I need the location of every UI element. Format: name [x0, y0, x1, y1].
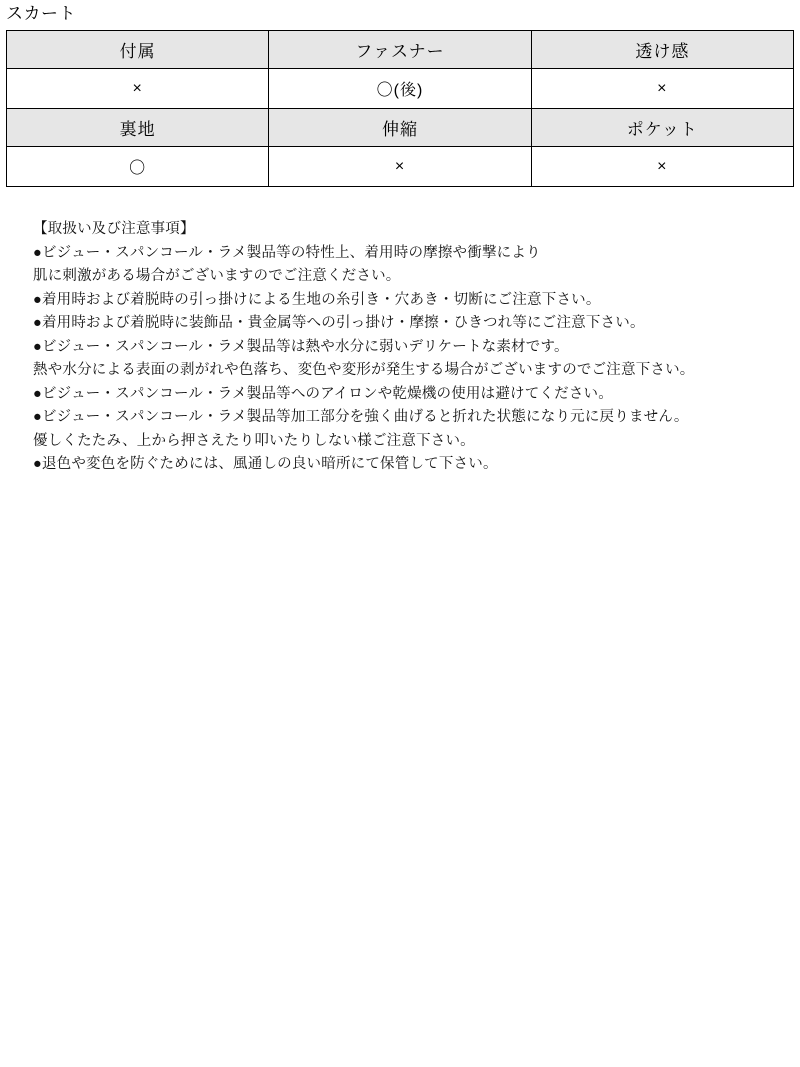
care-note-line: ●ビジュー・スパンコール・ラメ製品等は熱や水分に弱いデリケートな素材です。: [33, 338, 569, 355]
care-note-line: 肌に刺激がある場合がございますのでご注意ください。: [33, 268, 401, 284]
table-row: [7, 109, 794, 147]
specification-table: [6, 30, 794, 187]
table-value-cell: ×: [531, 147, 793, 187]
table-value-cell: ×: [7, 69, 269, 109]
table-value-cell: 〇(後): [269, 69, 531, 109]
table-header-cell: ファスナー: [269, 31, 531, 69]
care-note-line: 優しくたたみ、上から押さえたり叩いたりしない様ご注意下さい。: [33, 432, 475, 449]
table-row: [7, 31, 794, 69]
table-row: [7, 69, 794, 109]
care-note-line: ●退色や変色を防ぐためには、風通しの良い暗所にて保管して下さい。: [33, 456, 498, 472]
table-value-cell: ×: [531, 69, 793, 109]
page-title: スカート: [6, 4, 76, 23]
table-value-cell: ×: [269, 147, 531, 187]
table-header-cell: ポケット: [531, 109, 793, 147]
care-note-line: 熱や水分による表面の剥がれや色落ち、変色や変形が発生する場合がございますのでご注意下さい。: [33, 362, 695, 378]
care-note-line: ●ビジュー・スパンコール・ラメ製品等加工部分を強く曲げると折れた状態になり元に戻りません。: [33, 409, 689, 425]
table-value-cell: 〇: [7, 147, 269, 187]
care-note-line: ●着用時および着脱時に装飾品・貴金属等への引っ掛け・摩擦・ひきつれ等にご注意下さい。: [33, 315, 645, 331]
table-row: [7, 147, 794, 187]
care-note-line: ●ビジュー・スパンコール・ラメ製品等の特性上、着用時の摩擦や衝撃により: [33, 244, 541, 261]
care-note-line: ●着用時および着脱時の引っ掛けによる生地の糸引き・穴あき・切断にご注意下さい。: [33, 291, 601, 308]
table-header-cell: 透け感: [531, 31, 793, 69]
table-header-cell: 伸縮: [269, 109, 531, 147]
care-note-line: ●ビジュー・スパンコール・ラメ製品等へのアイロンや乾燥機の使用は避けてください。: [33, 385, 613, 402]
table-header-cell: 裏地: [7, 109, 269, 147]
care-notes: [33, 218, 773, 477]
table-header-cell: 付属: [7, 31, 269, 69]
care-notes-heading: 【取扱い及び注意事項】: [33, 221, 195, 237]
